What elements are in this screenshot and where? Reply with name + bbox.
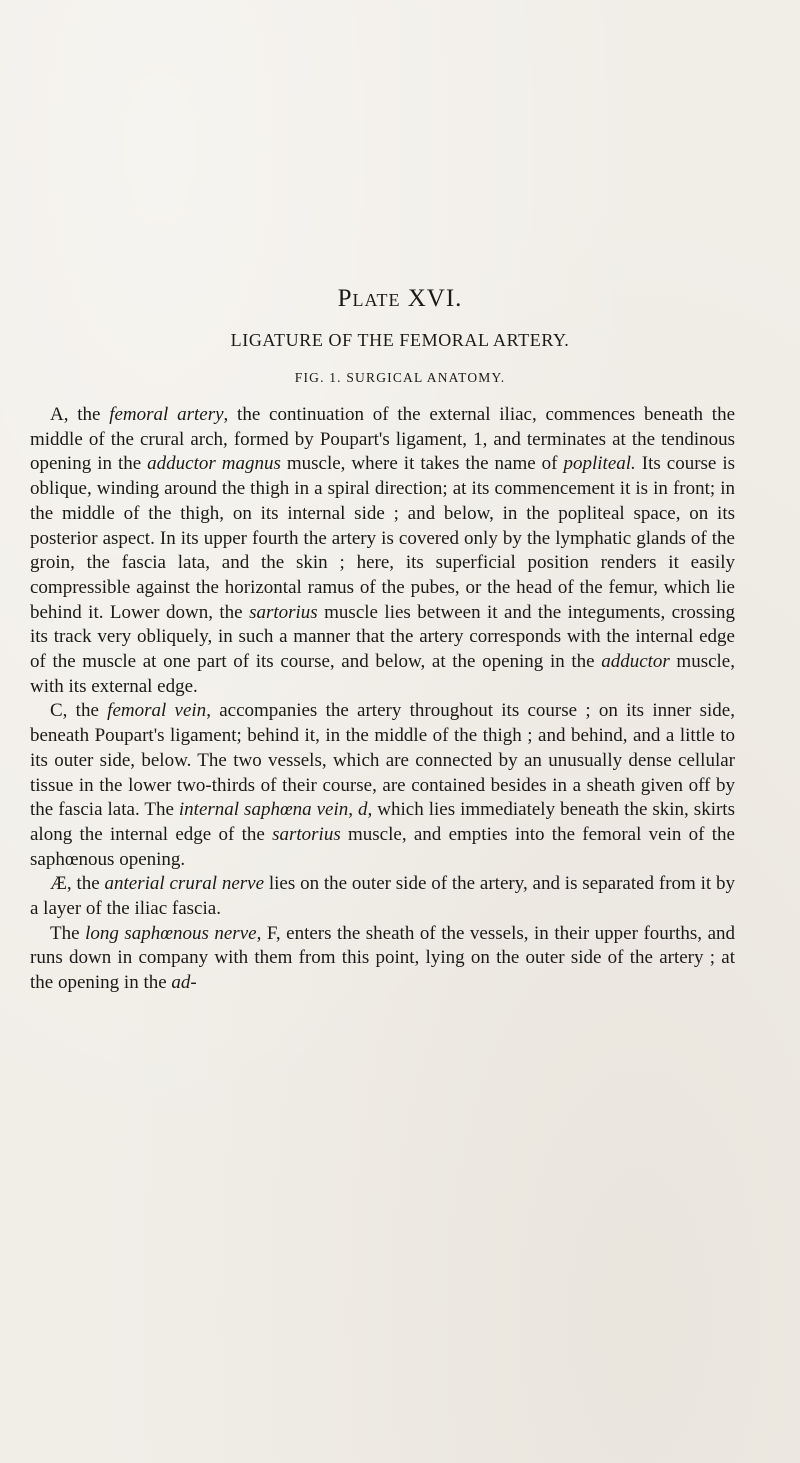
- text-run: , F, enters the sheath of the vessels, in their upper fourths, and runs down in company with them from this point, lying on the outer side of the artery ; at the opening in the: [30, 922, 735, 994]
- text-run: muscle, with its external edge.: [30, 651, 735, 697]
- section-heading: LIGATURE OF THE FEMORAL ARTERY.: [230, 330, 570, 350]
- italic-term: femoral vein: [107, 700, 207, 722]
- paragraph-femoral-vein: [30, 699, 735, 872]
- text-run: Æ, the: [50, 873, 105, 895]
- text-run: muscle lies between it and the integuments, crossing its track very obliquely, in such a manner that the artery corresponds with the internal edge of the muscle at one part of its course, and below, at the opening in the: [30, 601, 735, 673]
- paragraph-crural-nerve: [30, 872, 735, 921]
- paragraph-saphenous-nerve: [30, 922, 735, 996]
- figure-heading: FIG. 1. SURGICAL ANATOMY.: [294, 370, 506, 385]
- text-run: muscle, and empties into the femoral vein of the saphœnous opening.: [30, 823, 735, 870]
- text-run: A, the: [50, 404, 110, 425]
- text-run: C, the: [50, 700, 108, 722]
- text-run: , accompanies the artery throughout its course ; on its inner side, beneath Poupart's ligament; behind it, in the middle of the thigh ; and behind, and a little to its outer side, below. The two vessels, which are connected by an unusually dense cellular tissue in the lower two-thirds of their course, are contained besides in a sheath given off by the fascia lata. The: [30, 700, 735, 821]
- text-run: , the continuation of the external iliac, commences beneath the middle of the crural arch, formed by Poupart's ligament, 1, and terminates at the tendinous opening in the: [30, 404, 736, 475]
- italic-term: anterial crural nerve: [104, 873, 265, 895]
- text-run: The: [50, 922, 86, 944]
- italic-term: adductor: [601, 651, 670, 673]
- text-run: which lies immediately beneath the skin, skirts along the internal edge of the: [30, 799, 735, 845]
- body-text: [30, 403, 735, 996]
- text-run: lies on the outer side of the artery, and is separated from it by a layer of the iliac fascia.: [30, 873, 736, 920]
- paragraph-femoral-artery: [30, 403, 735, 699]
- italic-term: femoral artery: [109, 404, 224, 425]
- italic-term: sartorius: [272, 823, 341, 845]
- italic-term: sartorius: [249, 601, 318, 623]
- italic-term: popliteal.: [563, 453, 636, 475]
- italic-term: ad-: [171, 972, 197, 994]
- italic-term: long saphœnous nerve: [85, 922, 257, 944]
- text-run: Its course is oblique, winding around the thigh in a spiral direction; at its commencement it is in front; in the middle of the thigh, on its internal side ; and below, in the popliteal space, on its posterior aspect. In its upper fourth the artery is covered only by the lymphatic glands of the groin, the fascia lata, and the skin ; here, its superficial position renders it easily compressible against the horizontal ramus of the pubes, or the head of the femur, which lie behind it. Lower down, the: [30, 453, 736, 623]
- italic-term: internal saphœna vein, d,: [178, 799, 373, 821]
- italic-term: adductor magnus: [147, 453, 281, 475]
- text-run: muscle, where it takes the name of: [280, 453, 564, 475]
- plate-title: Plate XVI.: [337, 285, 463, 312]
